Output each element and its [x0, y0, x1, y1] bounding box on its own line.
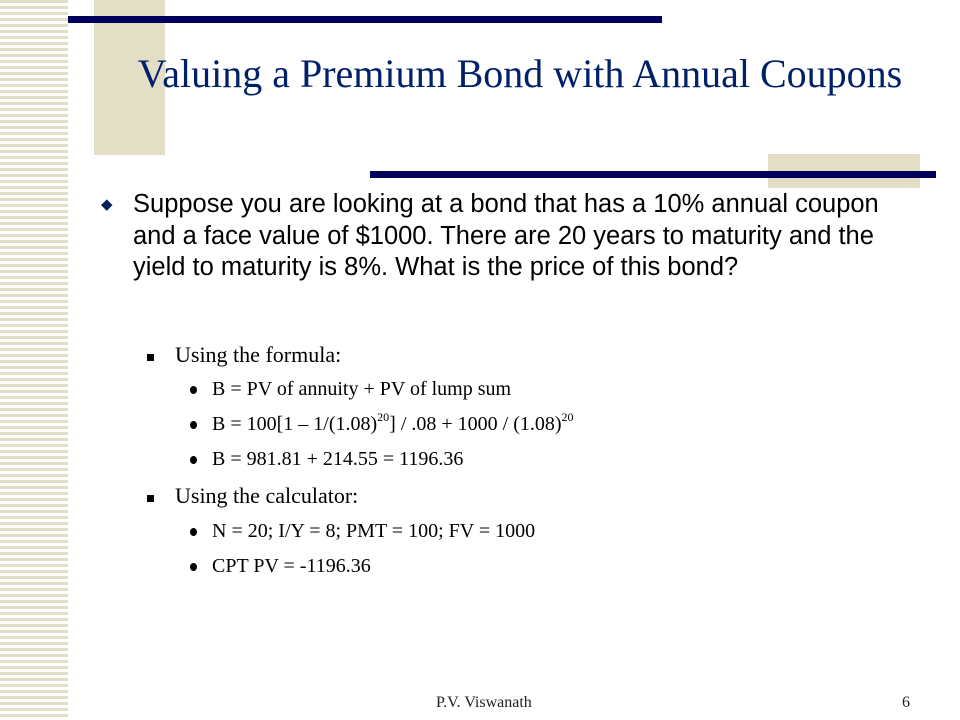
sub-bullet-calculator: [147, 483, 358, 509]
round-bullet-icon: [190, 386, 197, 394]
sub-bullet-text: Using the calculator:: [175, 483, 359, 508]
calculator-line: [190, 554, 371, 578]
round-bullet-icon: [190, 563, 197, 571]
round-bullet-icon: [190, 528, 197, 536]
formula-line: [190, 447, 463, 471]
main-bullet: [101, 189, 921, 284]
formula-line-text: $B = 100[1 - 1/(1.08)^{20}] / .08 + 1000 / (1.08)^{20}$: [212, 410, 574, 435]
diamond-bullet-icon: ◆: [101, 196, 113, 213]
sub-bullet-formula: [147, 342, 341, 368]
round-bullet-icon: [190, 456, 197, 464]
calculator-line: [190, 519, 535, 543]
formula-line: [190, 377, 511, 401]
formula-line-text: B = PV of annuity + PV of lump sum: [212, 378, 512, 400]
calculator-line-text: CPT PV = -1196.36: [212, 555, 371, 577]
square-bullet-icon: [147, 495, 154, 502]
sub-bullet-text: Using the formula:: [175, 342, 342, 367]
slide-title: Valuing a Premium Bond with Annual Coupons: [137, 51, 903, 96]
page-number: 6: [902, 694, 910, 711]
square-bullet-icon: [147, 354, 154, 361]
main-bullet-text: Suppose you are looking at a bond that has a 10% annual coupon and a face value of $1000. There are 20 years to maturity and the yield to maturity is 8%. What is the price of this bond?: [133, 190, 879, 281]
formula-line: [190, 412, 574, 436]
formula-line-text: B = 981.81 + 214.55 = 1196.36: [212, 448, 464, 470]
calculator-line-text: N = 20; I/Y = 8; PMT = 100; FV = 1000: [212, 520, 536, 542]
footer-author: P.V. Viswanath: [436, 694, 532, 711]
round-bullet-icon: [190, 421, 197, 429]
